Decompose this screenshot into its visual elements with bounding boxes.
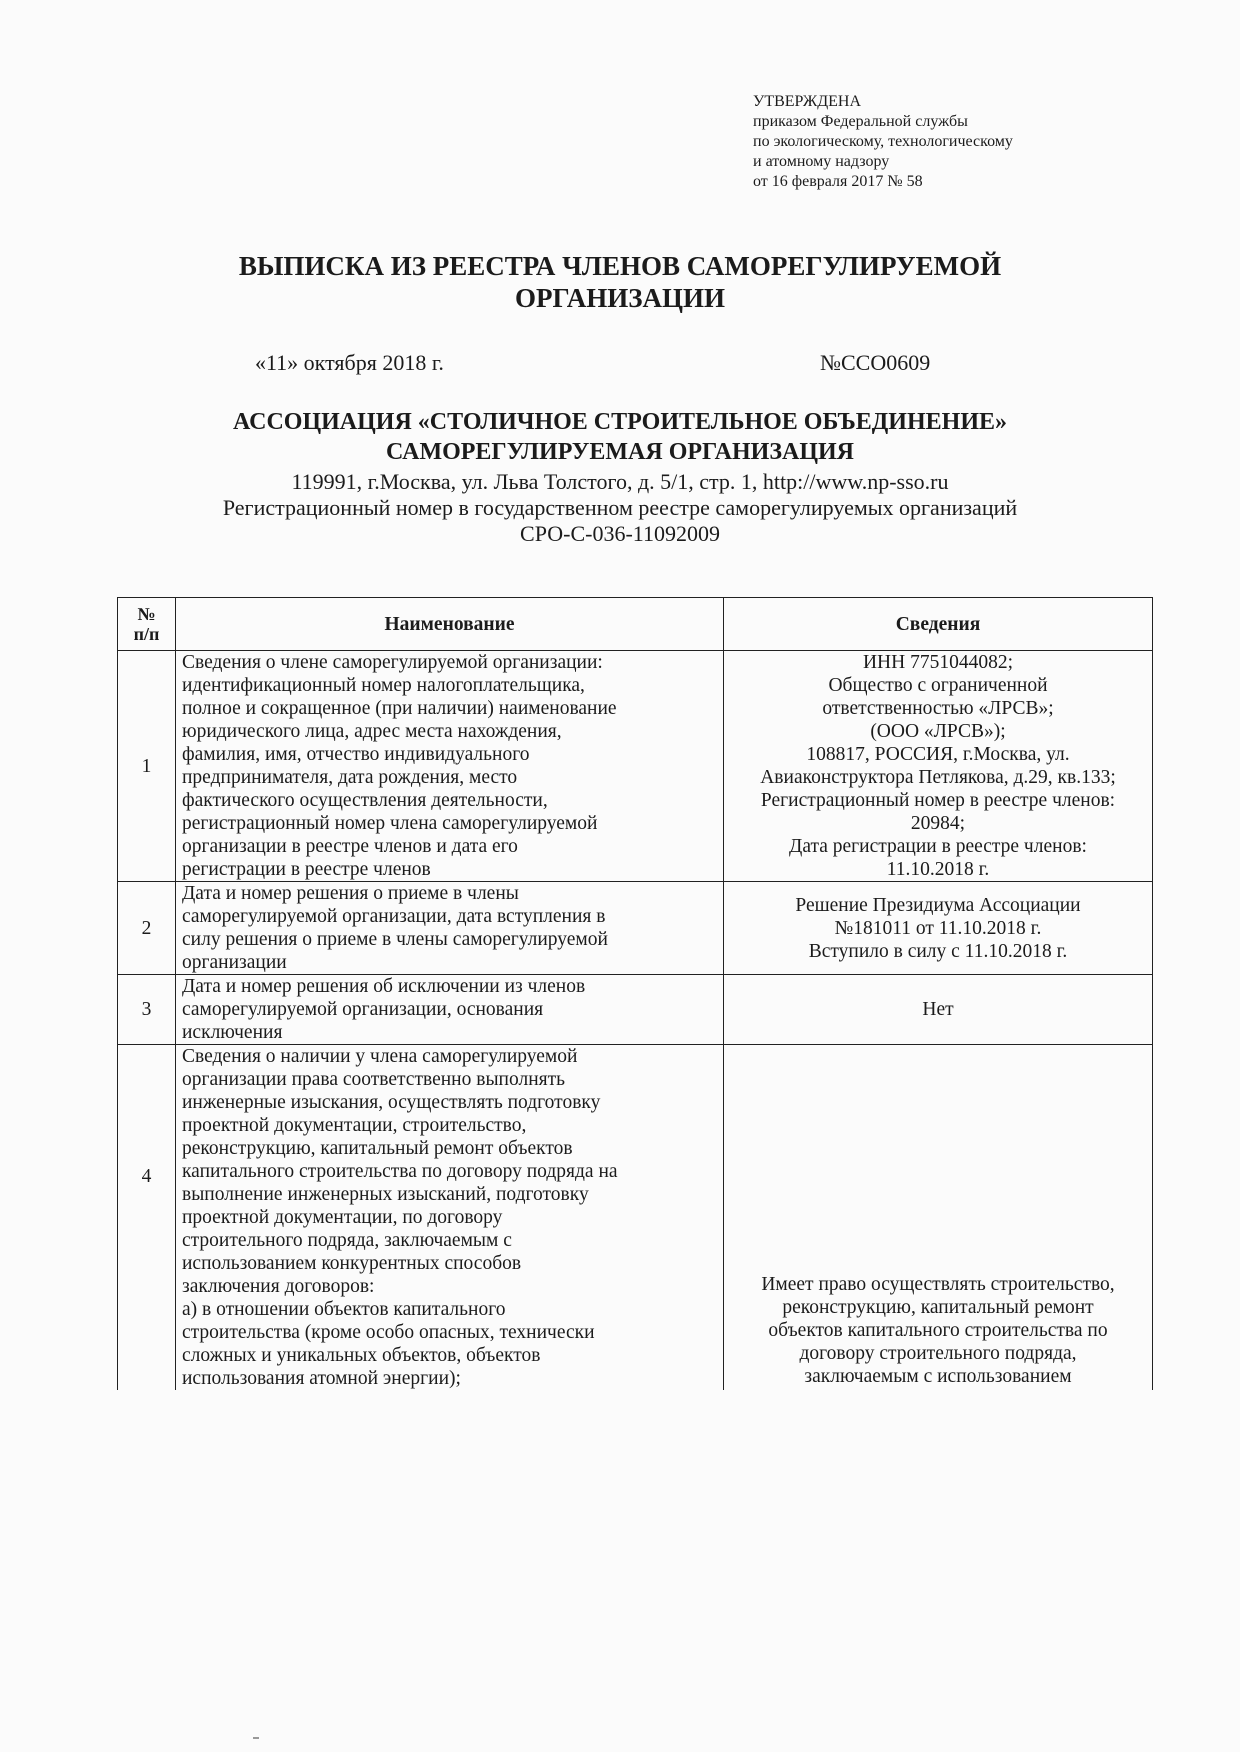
table-row [118,975,1153,1045]
row-info-cell [724,882,1153,975]
approval-line: УТВЕРЖДЕНА [753,93,862,110]
table-row [118,1045,1153,1391]
organization-address: 119991, г.Москва, ул. Льва Толстого, д. 5/1, стр. 1, http://www.np-sso.ru [291,469,949,494]
row-name-line: проектной документации, строительство, [182,1115,527,1136]
row-name-line: Дата и номер решения об исключении из членов [182,976,586,997]
row-name-cell [176,651,724,882]
row-info-line: 108817, РОССИЯ, г.Москва, ул. [806,744,1070,765]
row-info-line: Дата регистрации в реестре членов: [789,836,1087,857]
row-info-line: Регистрационный номер в реестре членов: [760,790,1116,811]
table-header-row [118,598,1153,651]
row-info-line: Общество с ограниченной [828,675,1048,696]
row-info-line: Нет [922,999,954,1020]
row-name-line: организации права соответственно выполнять [182,1069,566,1090]
row-name-line: выполнение инженерных изысканий, подготовку [182,1184,589,1205]
row-name-line: Дата и номер решения о приеме в члены [182,883,519,904]
row-name-line: саморегулируемой организации, дата вступления в [182,906,606,927]
row-name-line: организации [182,952,287,973]
row-info-line: 11.10.2018 г. [886,859,990,880]
row-info-line: 20984; [910,813,966,834]
row-name-line: юридического лица, адрес места нахождения, [182,721,562,742]
approval-line: от 16 февраля 2017 № 58 [753,173,923,190]
row-name-line: регистрационный номер члена саморегулируемой [182,813,598,834]
row-info-line: Авиаконструктора Петлякова, д.29, кв.133; [760,767,1116,788]
scan-mark [253,1737,259,1739]
row-info-line: объектов капитального строительства по [768,1320,1108,1341]
row-info-line: Решение Президиума Ассоциации [795,894,1081,916]
row-name-line: использования атомной энергии); [182,1368,461,1389]
row-name-line: организации в реестре членов и дата его [182,836,518,857]
header-info: Сведения [724,598,1153,651]
header-number [118,598,176,651]
title-line: ОРГАНИЗАЦИИ [515,283,725,313]
row-name-line: строительства (кроме особо опасных, технически [182,1322,595,1343]
row-name-line: Сведения о наличии у члена саморегулируемой [182,1046,578,1067]
row-info-line: №181011 от 11.10.2018 г. [834,917,1042,939]
row-info-cell [724,1045,1153,1391]
row-number: 4 [118,1045,176,1391]
row-info-line: ИНН 7751044082; [862,652,1014,673]
organization-type: САМОРЕГУЛИРУЕМАЯ ОРГАНИЗАЦИЯ [385,439,855,465]
row-name-cell [176,1045,724,1391]
row-info-line: реконструкцию, капитальный ремонт [782,1297,1094,1318]
row-number: 2 [118,882,176,975]
row-name-line: проектной документации, по договору [182,1207,503,1228]
row-name-line: реконструкцию, капитальный ремонт объектов [182,1138,573,1159]
header-number-line: п/п [133,624,160,644]
table-row [118,882,1153,975]
row-info-line: Вступило в силу с 11.10.2018 г. [808,940,1068,962]
row-name-line: идентификационный номер налогоплательщика, [182,675,585,696]
row-name-line: а) в отношении объектов капитального [182,1299,506,1320]
row-name-line: сложных и уникальных объектов, объектов [182,1345,541,1366]
row-name-line: саморегулируемой организации, основания [182,999,544,1020]
row-name-line: фактического осуществления деятельности, [182,790,548,811]
row-name-line: предпринимателя, дата рождения, место [182,767,518,788]
title-line: ВЫПИСКА ИЗ РЕЕСТРА ЧЛЕНОВ САМОРЕГУЛИРУЕМОЙ [238,251,1002,281]
header-name: Наименование [176,598,724,651]
row-name-line: капитального строительства по договору подряда на [182,1161,618,1182]
approval-line: по экологическому, технологическому [753,133,1013,150]
header-number-line: № [137,604,156,624]
row-name-line: строительного подряда, заключаемым с [182,1230,512,1251]
row-name-line: заключения договоров: [182,1276,375,1297]
row-name-line: использованием конкурентных способов [182,1253,522,1274]
row-info-line: ответственностью «ЛРСВ»; [822,698,1054,719]
row-name-line: инженерные изыскания, осуществлять подготовку [182,1092,601,1113]
row-name-line: регистрации в реестре членов [182,859,431,880]
row-name-line: силу решения о приеме в члены саморегулируемой [182,929,608,950]
row-name-cell [176,975,724,1045]
row-name-cell [176,882,724,975]
organization-name: АССОЦИАЦИЯ «СТОЛИЧНОЕ СТРОИТЕЛЬНОЕ ОБЪЕДИНЕНИЕ» [233,409,1007,435]
organization-block [0,408,1240,547]
document-number: №ССО0609 [820,350,931,375]
row-info-cell [724,651,1153,882]
row-name-line: полное и сокращенное (при наличии) наименование [182,698,617,719]
row-info-line: договору строительного подряда, [799,1343,1077,1364]
row-name-line: Сведения о члене саморегулируемой организации: [182,652,603,673]
row-info-line: Имеет право осуществлять строительство, [761,1274,1115,1295]
row-info-line: (ООО «ЛРСВ»); [870,721,1006,742]
approval-line: приказом Федеральной службы [753,113,968,130]
row-info-cell [724,975,1153,1045]
row-info-line: заключаемым с использованием [804,1366,1072,1387]
document-date: «11» октября 2018 г. [255,350,444,375]
registration-label: Регистрационный номер в государственном реестре саморегулируемых организаций [222,495,1018,520]
row-number: 1 [118,651,176,882]
row-name-line: фамилия, имя, отчество индивидуального [182,744,530,765]
document-title [0,250,1240,314]
table-body [118,651,1153,1391]
row-number: 3 [118,975,176,1045]
registration-number: СРО-С-036-11092009 [520,521,720,546]
registry-table [117,597,1153,1390]
approval-line: и атомному надзору [753,153,890,170]
table-row [118,651,1153,882]
row-name-line: исключения [182,1022,283,1043]
approval-stamp-text [753,92,1013,192]
